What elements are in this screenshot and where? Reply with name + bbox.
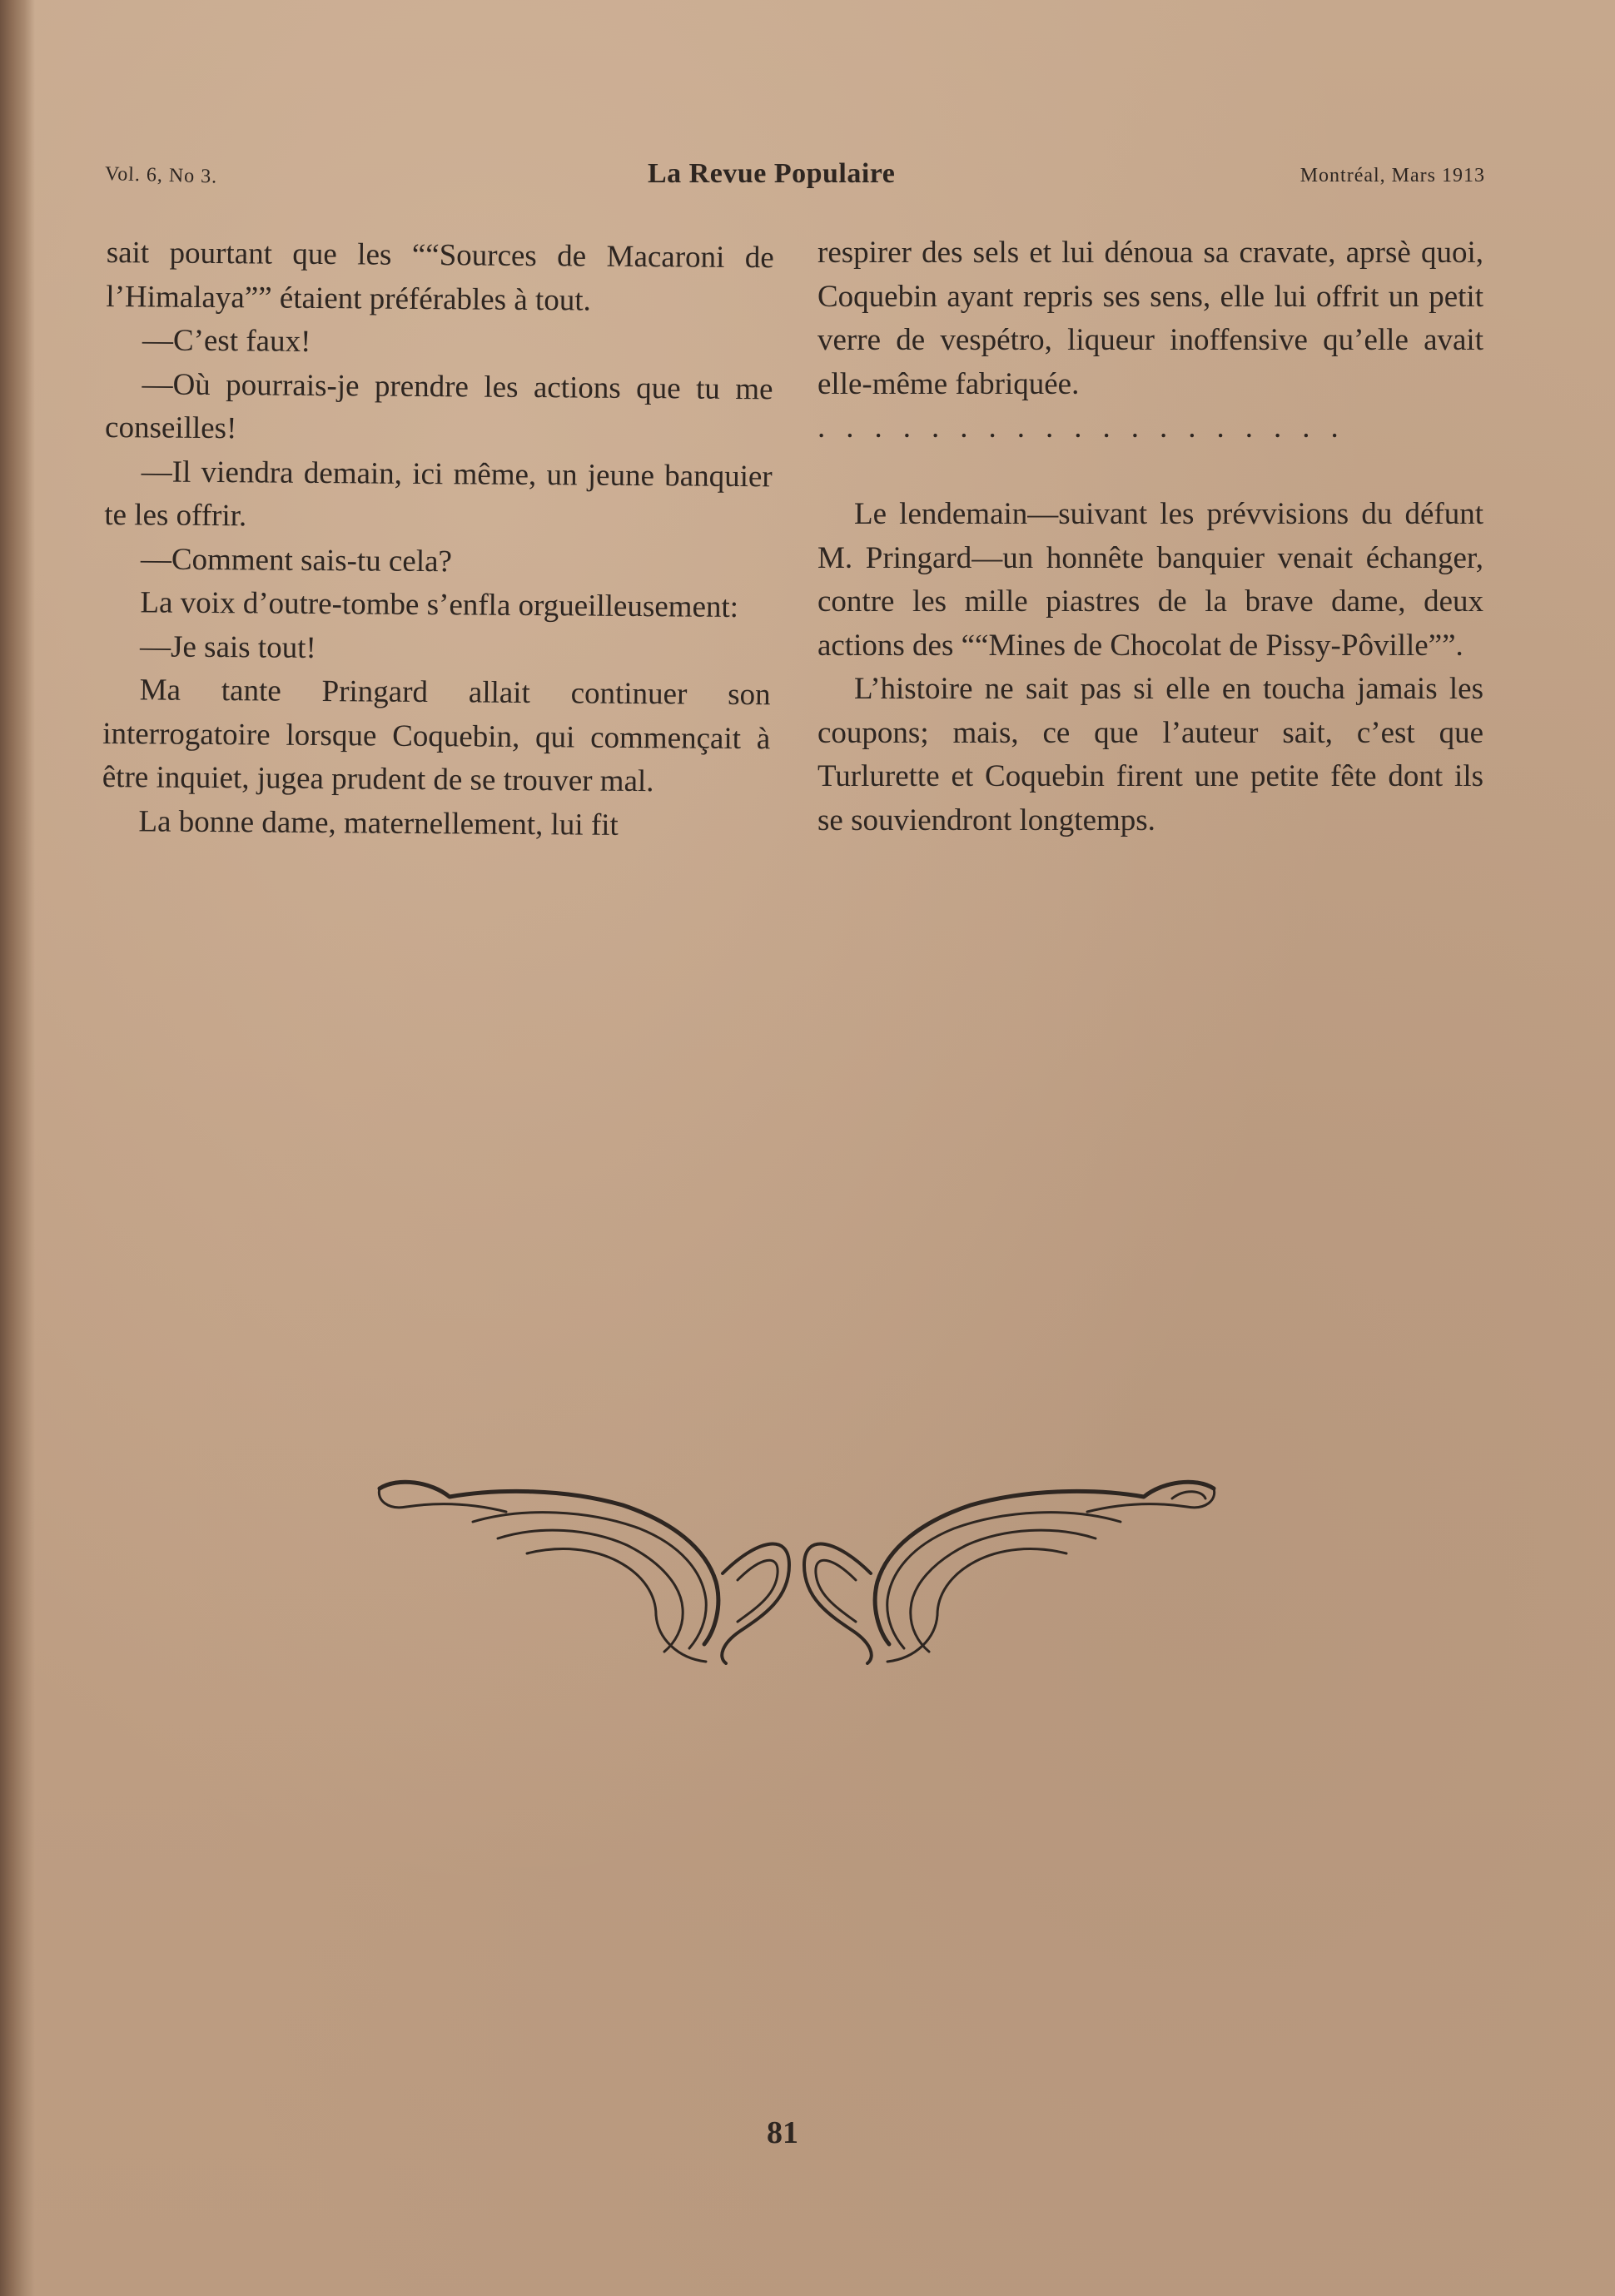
section-gap [817, 450, 1483, 493]
ornament-left-half [379, 1482, 789, 1663]
paragraph: Ma tante Pringard allait continuer son interrogatoire lorsque Coquebin, qui commençait à être inquiet, jugea prudent de se trouver mal. [102, 673, 771, 799]
right-column [817, 231, 1483, 842]
left-column [102, 231, 774, 848]
place-date: Montréal, Mars 1913 [1299, 165, 1485, 186]
paragraph: —Comment sais-tu cela? [140, 541, 453, 579]
dotted-separator: ................... [817, 410, 1359, 445]
page-number: 81 [767, 2115, 798, 2150]
paragraph: —Où pourrais-je prendre les actions que tu me conseilles! [104, 366, 773, 446]
paragraph: —C’est faux! [142, 323, 311, 359]
paragraph: respirer des sels et lui dénoua sa cravate, aprsè quoi, Coquebin ayant repris ses sens, elle lui offrit un petit verre de vespétro, liqueur inoffensive qu’elle avait elle-même fabriquée. [817, 236, 1483, 401]
paragraph: sait pourtant que les ““Sources de Macaroni de l’Himalaya”” étaient préférables à tout. [106, 235, 774, 318]
paragraph: La bonne dame, maternellement, lui fit [138, 803, 619, 842]
publication-title: La Revue Populaire [648, 158, 896, 189]
paragraph: La voix d’outre-tombe s’enfla orgueilleusement: [140, 585, 739, 624]
running-header [104, 158, 1485, 196]
paragraph: L’histoire ne sait pas si elle en toucha jamais les coupons; mais, ce que l’auteur sait, c’est que Turlurette et Coquebin firent une petite fête dont ils se souviendront longtemps. [817, 672, 1483, 837]
paragraph: Le lendemain—suivant les prévvisions du défunt M. Pringard—un honnête banquier venait échanger, contre les mille piastres de la brave dame, deux actions des ““Mines de Chocolat de Pissy-Pôville””. [817, 497, 1483, 663]
volume-issue: Vol. 6, No 3. [104, 163, 218, 188]
art-nouveau-scroll-ornament-icon [373, 1474, 1220, 1665]
paragraph: —Il viendra demain, ici même, un jeune banquier te les offrir. [104, 454, 773, 534]
paragraph: —Je sais tout! [139, 629, 316, 665]
binding-edge [0, 0, 35, 2296]
